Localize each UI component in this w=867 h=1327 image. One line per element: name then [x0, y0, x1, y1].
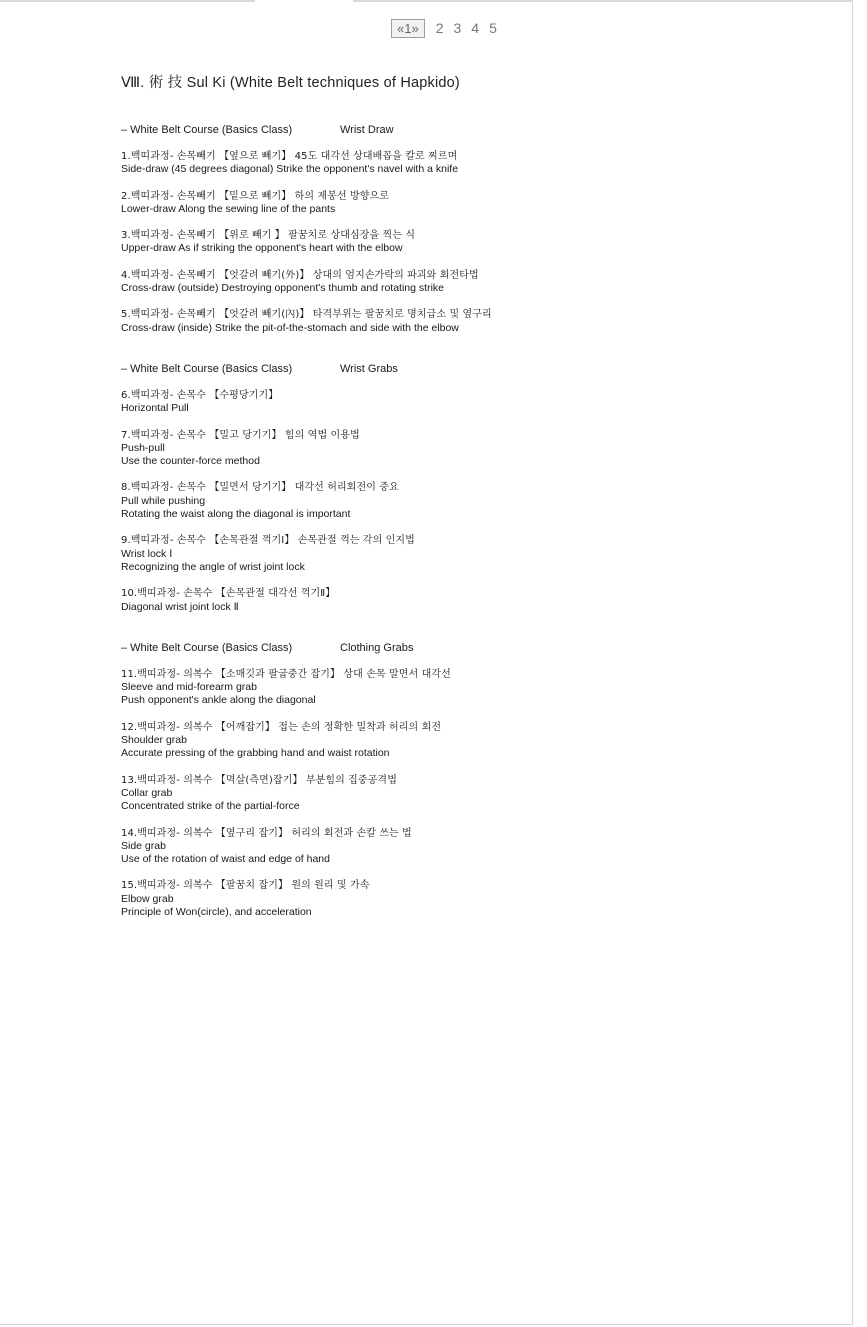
technique-item — [121, 534, 821, 574]
technique-description: Cross-draw (outside) Destroying opponent's thumb and rotating strike — [121, 282, 444, 295]
technique-name-korean: 9.백띠과정- 손목수 【손목관절 꺽기Ⅰ】 손목관절 꺽는 각의 인지법 — [121, 535, 415, 547]
technique-description: Principle of Won(circle), and acceleration — [121, 905, 312, 918]
pagination-page-link[interactable]: 3 — [453, 20, 462, 36]
technique-item — [121, 269, 821, 296]
section-course-label: – White Belt Course (Basics Class) — [121, 641, 293, 654]
technique-description: Lower-draw Along the sewing line of the pants — [121, 202, 336, 215]
technique-description: Concentrated strike of the partial-force — [121, 800, 300, 813]
technique-section — [121, 362, 821, 614]
technique-description: Horizontal Pull — [121, 402, 189, 415]
pagination-page-link[interactable]: 2 — [435, 20, 444, 36]
technique-description: Push-pull — [121, 441, 165, 454]
technique-description: Shoulder grab — [121, 734, 187, 747]
document-title: Ⅷ. 術 技 Sul Ki (White Belt techniques of Hapkido) — [121, 75, 460, 91]
technique-item — [121, 827, 821, 867]
section-course-label: – White Belt Course (Basics Class) — [121, 124, 293, 136]
top-divider-right — [353, 0, 853, 2]
technique-description: Use the counter-force method — [121, 455, 260, 468]
technique-description: Pull while pushing — [121, 494, 206, 507]
technique-description: Recognizing the angle of wrist joint lock — [121, 560, 305, 573]
technique-name-korean: 11.백띠과정- 의복수 【소매깃과 팔굽중간 잡기】 상대 손목 말면서 대각선 — [121, 668, 451, 680]
technique-item — [121, 308, 821, 335]
technique-name-korean: 1.백띠과정- 손목빼기 【옆으로 빼기】 45도 대각선 상대배꼽을 칼로 찌르며 — [121, 151, 458, 162]
technique-section — [121, 641, 821, 919]
section-heading — [121, 641, 821, 655]
technique-description: Elbow grab — [121, 892, 174, 905]
technique-name-korean: 8.백띠과정- 손목수 【밀면서 당기기】 대각선 허리회전이 중요 — [121, 482, 399, 494]
technique-item — [121, 389, 821, 416]
technique-description: Push opponent's ankle along the diagonal — [121, 694, 316, 707]
technique-description: Upper-draw As if striking the opponent's heart with the elbow — [121, 242, 403, 255]
technique-name-korean: 3.백띠과정- 손목빼기 【위로 빼기 】 팔꿈치로 상대심장을 찍는 식 — [121, 230, 416, 242]
technique-description: Cross-draw (inside) Strike the pit-of-the-stomach and side with the elbow — [121, 321, 459, 334]
technique-name-korean: 14.백띠과정- 의복수 【옆구리 잡기】 허리의 회전과 손칼 쓰는 법 — [121, 827, 412, 839]
pagination-current-page[interactable]: «1» — [391, 19, 425, 38]
technique-description: Sleeve and mid-forearm grab — [121, 681, 257, 694]
pagination-page-link[interactable]: 4 — [471, 20, 480, 36]
technique-section — [121, 123, 821, 335]
technique-item — [121, 229, 821, 256]
section-topic-label: Wrist Grabs — [340, 362, 398, 375]
document-body — [121, 72, 821, 932]
section-heading — [121, 123, 821, 137]
technique-description: Diagonal wrist joint lock Ⅱ — [121, 600, 239, 613]
technique-name-korean: 6.백띠과정- 손목수 【수평당기기】 — [121, 389, 279, 401]
section-topic-label: Wrist Draw — [340, 124, 394, 136]
technique-name-korean: 10.백띠과정- 손목수 【손목관절 대각선 꺽기Ⅱ】 — [121, 588, 336, 600]
technique-name-korean: 15.백띠과정- 의복수 【팔꿈치 잡기】 원의 원리 및 가속 — [121, 880, 370, 892]
section-heading — [121, 362, 821, 376]
pagination-page-link[interactable]: 5 — [489, 20, 497, 36]
technique-name-korean: 13.백띠과정- 의복수 【멱살(측면)잡기】 부분힘의 집중공격법 — [121, 774, 397, 786]
technique-description: Rotating the waist along the diagonal is important — [121, 508, 351, 521]
technique-sections — [121, 123, 821, 919]
technique-description: Side grab — [121, 839, 166, 852]
technique-item — [121, 721, 821, 761]
technique-description: Side-draw (45 degrees diagonal) Strike the opponent's navel with a knife — [121, 163, 459, 176]
technique-item — [121, 587, 821, 614]
technique-item — [121, 668, 821, 708]
technique-name-korean: 5.백띠과정- 손목빼기 【엇갈려 빼기(內)】 타격부위는 팔꿈치로 명치급소 및 옆구리 — [121, 309, 492, 321]
technique-item — [121, 879, 821, 919]
technique-item — [121, 429, 821, 469]
technique-description: Collar grab — [121, 786, 173, 799]
technique-item — [121, 150, 821, 177]
technique-description: Use of the rotation of waist and edge of hand — [121, 853, 330, 866]
technique-name-korean: 4.백띠과정- 손목빼기 【엇갈려 빼기(外)】 상대의 엄지손가락의 파괴와 회전타법 — [121, 269, 479, 281]
technique-description: Wrist lock Ⅰ — [121, 547, 173, 560]
technique-name-korean: 2.백띠과정- 손목빼기 【밑으로 빼기】 하의 제봉선 방향으로 — [121, 190, 390, 202]
top-divider-left — [0, 0, 255, 2]
section-course-label: – White Belt Course (Basics Class) — [121, 362, 293, 375]
technique-item — [121, 774, 821, 814]
technique-item — [121, 481, 821, 521]
technique-name-korean: 7.백띠과정- 손목수 【밀고 당기기】 힘의 역법 이용법 — [121, 429, 360, 441]
section-topic-label: Clothing Grabs — [340, 641, 414, 654]
technique-name-korean: 12.백띠과정- 의복수 【어깨잡기】 접는 손의 정확한 밀착과 허리의 회전 — [121, 721, 442, 733]
technique-item — [121, 190, 821, 217]
pagination — [391, 18, 502, 38]
technique-description: Accurate pressing of the grabbing hand and waist rotation — [121, 747, 390, 760]
